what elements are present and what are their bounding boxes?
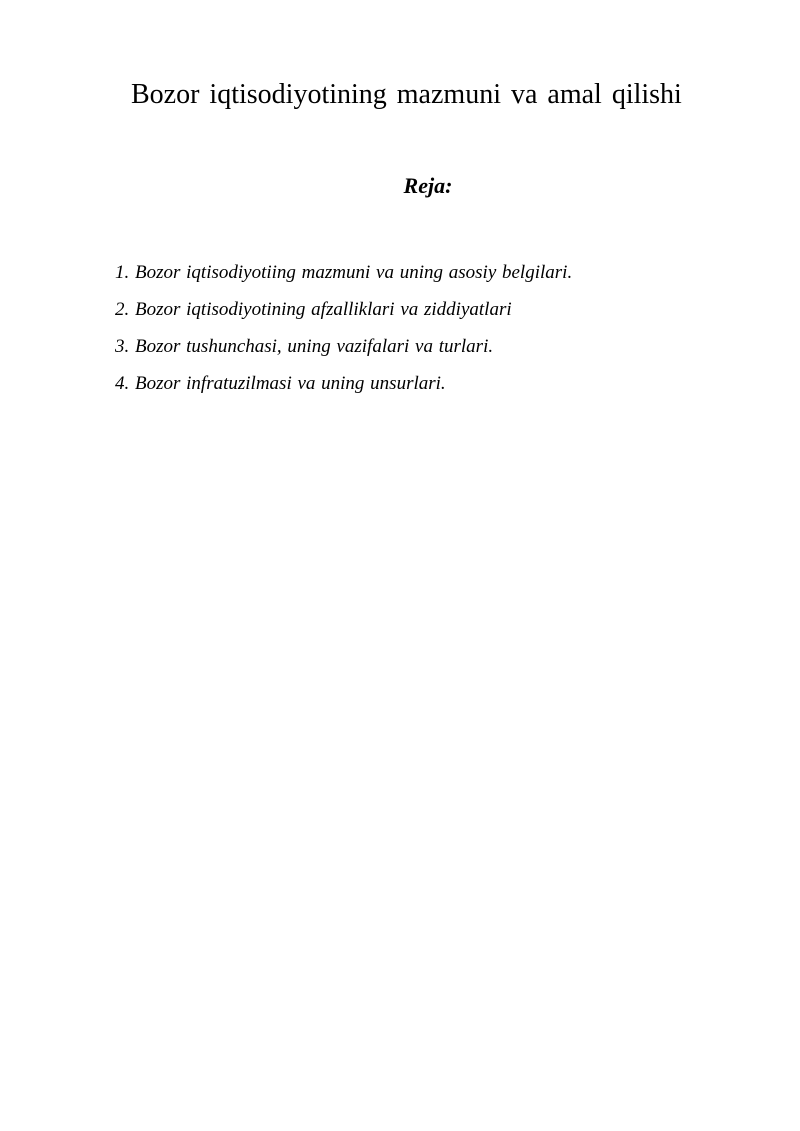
plan-item-2: 2. Bozor iqtisodiyotining afzalliklari va ziddiyatlari (115, 299, 512, 320)
plan-item-3: 3. Bozor tushunchasi, uning vazifalari va turlari. (115, 336, 494, 357)
document-title: Bozor iqtisodiyotining mazmuni va amal qilishi (131, 79, 682, 110)
plan-item-1: 1. Bozor iqtisodiyotiing mazmuni va uning asosiy belgilari. (115, 262, 573, 283)
plan-item-4: 4. Bozor infratuzilmasi va uning unsurlari. (115, 373, 446, 394)
plan-list (115, 254, 572, 402)
plan-heading: Reja: (403, 173, 453, 198)
